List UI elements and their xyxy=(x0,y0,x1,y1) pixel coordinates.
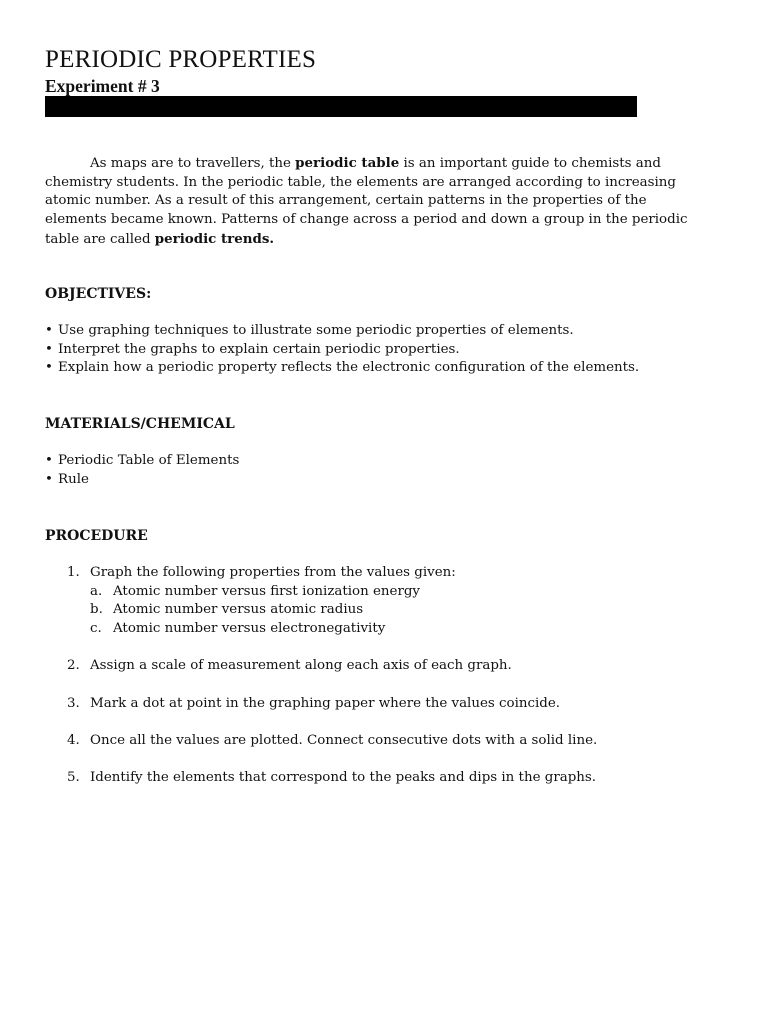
step-number: 5. xyxy=(67,769,80,785)
substep-b: b. Atomic number versus atomic radius xyxy=(90,602,364,618)
procedure-step-5 xyxy=(45,769,597,788)
substep-a: a. Atomic number versus first ionization energy xyxy=(90,583,420,599)
procedure-heading: PROCEDURE xyxy=(45,528,148,544)
step-number: 1. xyxy=(67,565,80,580)
bullet-icon: • xyxy=(45,360,53,376)
step-text: Identify the elements that correspond to the peaks and dips in the graphs. xyxy=(90,769,597,785)
step-text: Mark a dot at point in the graphing paper where the values coincide. xyxy=(90,695,561,711)
list-item: • Periodic Table of Elements xyxy=(45,452,239,471)
intro-text-part1: As maps are to travellers, the xyxy=(90,156,296,171)
step-number: 4. xyxy=(67,732,80,748)
procedure-step-1 xyxy=(45,564,597,639)
objectives-heading: OBJECTIVES: xyxy=(45,286,152,302)
procedure-step-4 xyxy=(45,732,597,751)
experiment-number: Experiment # 3 xyxy=(45,76,160,96)
procedure-list xyxy=(45,564,597,806)
procedure-step-3 xyxy=(45,695,597,714)
intro-text-part2: is an important guide to chemists and chemistry students. In the periodic table, the elements are arranged according to increasing atomic number. As a result of this arrangement, certain patterns in the properties of the elements became known. Patterns of change across a period and down a group in the periodic table are called xyxy=(45,156,688,247)
step-number: 3. xyxy=(67,695,80,711)
list-item: • Explain how a periodic property reflects the electronic configuration of the elements. xyxy=(45,359,639,378)
step-number: 2. xyxy=(67,658,80,674)
substep-c: c. Atomic number versus electronegativity xyxy=(90,621,386,637)
materials-list xyxy=(45,452,239,489)
procedure-substeps xyxy=(90,583,597,639)
procedure-step-2 xyxy=(45,657,597,676)
bullet-icon: • xyxy=(45,323,53,338)
step-text: Once all the values are plotted. Connect consecutive dots with a solid line. xyxy=(90,732,598,748)
bullet-icon: • xyxy=(45,341,53,357)
intro-bold-periodic-trends: periodic trends. xyxy=(154,230,275,247)
list-item: • Use graphing techniques to illustrate some periodic properties of elements. xyxy=(45,322,639,341)
list-item: • Interpret the graphs to explain certain periodic properties. xyxy=(45,341,639,360)
document-title: PERIODIC PROPERTIES xyxy=(45,46,317,73)
bullet-icon: • xyxy=(45,471,53,487)
intro-bold-periodic-table: periodic table xyxy=(295,155,400,171)
bullet-icon: • xyxy=(45,453,53,468)
list-item: • Rule xyxy=(45,471,239,490)
redaction-bar xyxy=(45,96,637,117)
intro-paragraph xyxy=(45,154,705,250)
objectives-list xyxy=(45,322,639,378)
step-text: Assign a scale of measurement along each axis of each graph. xyxy=(90,658,512,674)
materials-heading: MATERIALS/CHEMICAL xyxy=(45,416,235,432)
step-text: Graph the following properties from the values given: xyxy=(90,565,456,580)
